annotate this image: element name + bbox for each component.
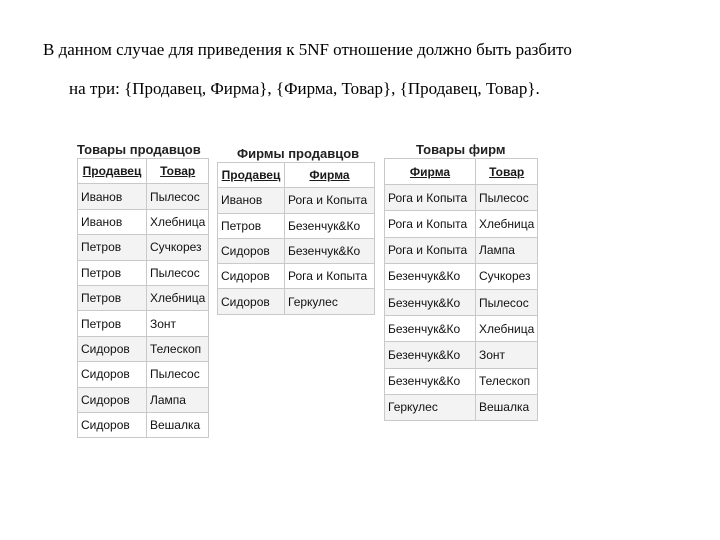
data-table (384, 158, 538, 421)
table-row (385, 394, 538, 420)
table-row (385, 185, 538, 211)
table-cell: Пылесос (147, 184, 209, 209)
table-cell: Рога и Копыта (285, 188, 375, 213)
table-row (78, 184, 209, 209)
table-seller-firms (217, 145, 375, 315)
table-cell: Сидоров (78, 362, 147, 387)
table-row (385, 316, 538, 342)
table-row (78, 209, 209, 234)
column-header: Продавец (218, 163, 285, 188)
table-row (78, 362, 209, 387)
table-cell: Петров (78, 285, 147, 310)
table-caption: Фирмы продавцов (237, 146, 360, 161)
table-cell: Петров (78, 260, 147, 285)
table-cell: Рога и Копыта (285, 264, 375, 289)
table-cell: Зонт (147, 311, 209, 336)
table-cell: Телескоп (147, 336, 209, 361)
table-firm-products (384, 141, 538, 421)
column-header: Товар (147, 159, 209, 184)
table-cell: Хлебница (476, 316, 538, 342)
table-row (78, 311, 209, 336)
column-header: Фирма (285, 163, 375, 188)
data-table (217, 162, 375, 315)
table-row (78, 260, 209, 285)
table-row (78, 285, 209, 310)
table-cell: Рога и Копыта (385, 185, 476, 211)
table-cell: Безенчук&Ко (385, 368, 476, 394)
table-cell: Безенчук&Ко (285, 238, 375, 263)
table-cell: Рога и Копыта (385, 237, 476, 263)
table-cell: Хлебница (147, 285, 209, 310)
table-cell: Сучкорез (147, 235, 209, 260)
table-cell: Вешалка (147, 412, 209, 437)
intro-line-1: В данном случае для приведения к 5NF отношение должно быть разбито (43, 40, 572, 59)
table-header-row (78, 159, 209, 184)
table-row (385, 237, 538, 263)
table-cell: Иванов (78, 209, 147, 234)
table-row (218, 238, 375, 263)
table-cell: Хлебница (147, 209, 209, 234)
table-row (385, 368, 538, 394)
table-cell: Сидоров (218, 264, 285, 289)
table-row (78, 412, 209, 437)
table-cell: Петров (78, 235, 147, 260)
table-cell: Лампа (476, 237, 538, 263)
table-cell: Хлебница (476, 211, 538, 237)
table-cell: Безенчук&Ко (385, 342, 476, 368)
table-header-row (218, 163, 375, 188)
column-header: Продавец (78, 159, 147, 184)
column-header: Товар (476, 159, 538, 185)
table-cell: Иванов (218, 188, 285, 213)
intro-line-2: на три: {Продавец, Фирма}, {Фирма, Товар}, {Продавец, Товар}. (69, 79, 540, 98)
table-cell: Рога и Копыта (385, 211, 476, 237)
table-row (218, 264, 375, 289)
table-row (78, 336, 209, 361)
table-row (218, 289, 375, 314)
table-cell: Безенчук&Ко (385, 289, 476, 315)
table-seller-products (77, 141, 209, 438)
table-cell: Сидоров (218, 289, 285, 314)
table-row (385, 342, 538, 368)
table-row (218, 188, 375, 213)
table-cell: Телескоп (476, 368, 538, 394)
table-cell: Геркулес (285, 289, 375, 314)
table-caption: Товары продавцов (77, 142, 201, 157)
table-cell: Лампа (147, 387, 209, 412)
table-cell: Иванов (78, 184, 147, 209)
table-cell: Сидоров (78, 412, 147, 437)
table-cell: Сидоров (218, 238, 285, 263)
table-cell: Петров (218, 213, 285, 238)
table-cell: Сидоров (78, 336, 147, 361)
table-cell: Сучкорез (476, 263, 538, 289)
table-cell: Безенчук&Ко (385, 263, 476, 289)
table-cell: Сидоров (78, 387, 147, 412)
table-row (385, 211, 538, 237)
table-cell: Безенчук&Ко (385, 316, 476, 342)
table-cell: Пылесос (147, 362, 209, 387)
table-header-row (385, 159, 538, 185)
table-row (78, 387, 209, 412)
table-cell: Вешалка (476, 394, 538, 420)
table-row (385, 263, 538, 289)
table-cell: Геркулес (385, 394, 476, 420)
table-caption: Товары фирм (416, 142, 506, 157)
table-row (385, 289, 538, 315)
data-table (77, 158, 209, 438)
column-header: Фирма (385, 159, 476, 185)
table-cell: Безенчук&Ко (285, 213, 375, 238)
table-row (78, 235, 209, 260)
table-cell: Пылесос (476, 185, 538, 211)
table-cell: Пылесос (147, 260, 209, 285)
table-row (218, 213, 375, 238)
table-cell: Петров (78, 311, 147, 336)
table-cell: Пылесос (476, 289, 538, 315)
table-cell: Зонт (476, 342, 538, 368)
